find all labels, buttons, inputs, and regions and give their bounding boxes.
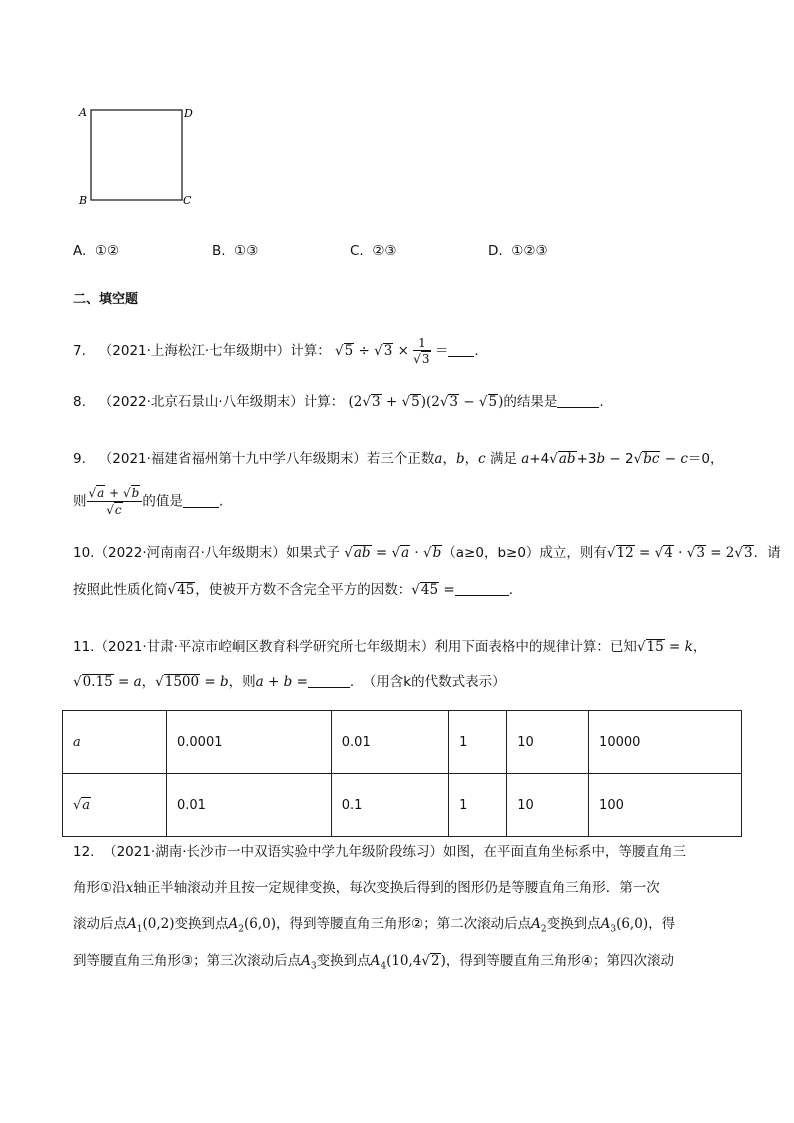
- label-a: A: [79, 106, 87, 119]
- answer-blank-9[interactable]: [183, 493, 219, 508]
- question-8: 8. （2022·北京石景山·八年级期末）计算： (2√3 + √5)(2√3 − √5)的结果是 .: [73, 394, 604, 410]
- option-a[interactable]: A. ①②: [73, 243, 120, 259]
- question-12-line-3: 滚动后点$A_1(0,2)$变换到点$A_2(6,0)$，得到等腰直角三角形②；第二次滚动后点$A_2$变换到点$A_3(6,0)$，得: [73, 916, 676, 935]
- question-12-line-2: 角形①沿x轴正半轴滚动并且按一定规律变换，每次变换后得到的图形仍是等腰直角三角形．第一次: [73, 880, 660, 896]
- question-9-line-1: 9. （2021·福建省福州第十九中学八年级期末）若三个正数a，b，c 满足 a+4√ab+3b − 2√bc − c＝0，: [73, 451, 724, 467]
- table-cell: 0.01: [167, 774, 332, 837]
- answer-blank-11[interactable]: [308, 673, 350, 688]
- question-11-line-2: √0.15 = a，√1500 = b，则a + b = . （用含k的代数式表示）: [73, 674, 506, 690]
- table-cell: 100: [589, 774, 742, 837]
- question-10-line-2: 按照此性质化简√45，使被开方数不含完全平方的因数：√45 = .: [73, 582, 513, 598]
- row-label-sqrt-a: √a: [63, 774, 167, 837]
- option-d[interactable]: D. ①②③: [488, 243, 548, 259]
- question-7: 7. （2021·上海松江·七年级期中）计算： √5 ÷ √3 × $\frac{1}{√3}$ ＝ .: [73, 336, 479, 366]
- question-12-line-4: 到等腰直角三角形③；第三次滚动后点$A_3$变换到点$A_4(10,4√2)$，得到等腰直角三角形④；第四次滚动: [73, 953, 674, 972]
- option-b[interactable]: B. ①③: [212, 243, 259, 259]
- question-12-line-1: 12. （2021·湖南·长沙市一中双语实验中学九年级阶段练习）如图，在平面直角坐标系中，等腰直角三: [73, 844, 687, 860]
- table-cell: 0.0001: [167, 711, 332, 774]
- table-row-a: [63, 711, 742, 774]
- table-cell: 10: [507, 774, 589, 837]
- table-row-sqrt-a: [63, 774, 742, 837]
- answer-blank-8[interactable]: [557, 393, 599, 408]
- option-c[interactable]: C. ②③: [350, 243, 397, 259]
- label-d: D: [184, 107, 193, 120]
- question-9-line-2: 则 $\frac{√a + √b}{√c}$ 的值是 .: [73, 486, 224, 517]
- table-cell: 10000: [589, 711, 742, 774]
- table-cell: 10: [507, 711, 589, 774]
- question-10-line-1: 10.（2022·河南南召·八年级期末）如果式子 √ab = √a · √b（a≥0，b≥0）成立，则有√12 = √4 · √3 = 2√3．请: [73, 545, 781, 561]
- label-b: B: [79, 194, 88, 207]
- table-cell: 1: [449, 774, 507, 837]
- table-cell: 0.1: [331, 774, 448, 837]
- section-title: 二、填空题: [73, 292, 139, 307]
- row-label-a: a: [63, 711, 167, 774]
- sqrt-pattern-table: [62, 710, 742, 837]
- question-11-line-1: 11.（2021·甘肃·平凉市崆峒区教育科学研究所七年级期末）利用下面表格中的规律计算：已知√15 = k，: [73, 639, 707, 655]
- q9-fraction: $\frac{√a + √b}{√c}$: [87, 485, 143, 518]
- square-abcd: [91, 110, 182, 200]
- label-c: C: [183, 194, 192, 207]
- table-cell: 0.01: [331, 711, 448, 774]
- answer-blank-7[interactable]: [448, 342, 474, 357]
- q7-expression: √5 ÷ √3 × $\frac{1}{√3}$ ＝: [335, 336, 449, 366]
- answer-blank-10[interactable]: [455, 581, 509, 596]
- square-figure: [76, 100, 206, 212]
- table-cell: 1: [449, 711, 507, 774]
- q8-expression: (2√3 + √5)(2√3 − √5): [348, 394, 504, 410]
